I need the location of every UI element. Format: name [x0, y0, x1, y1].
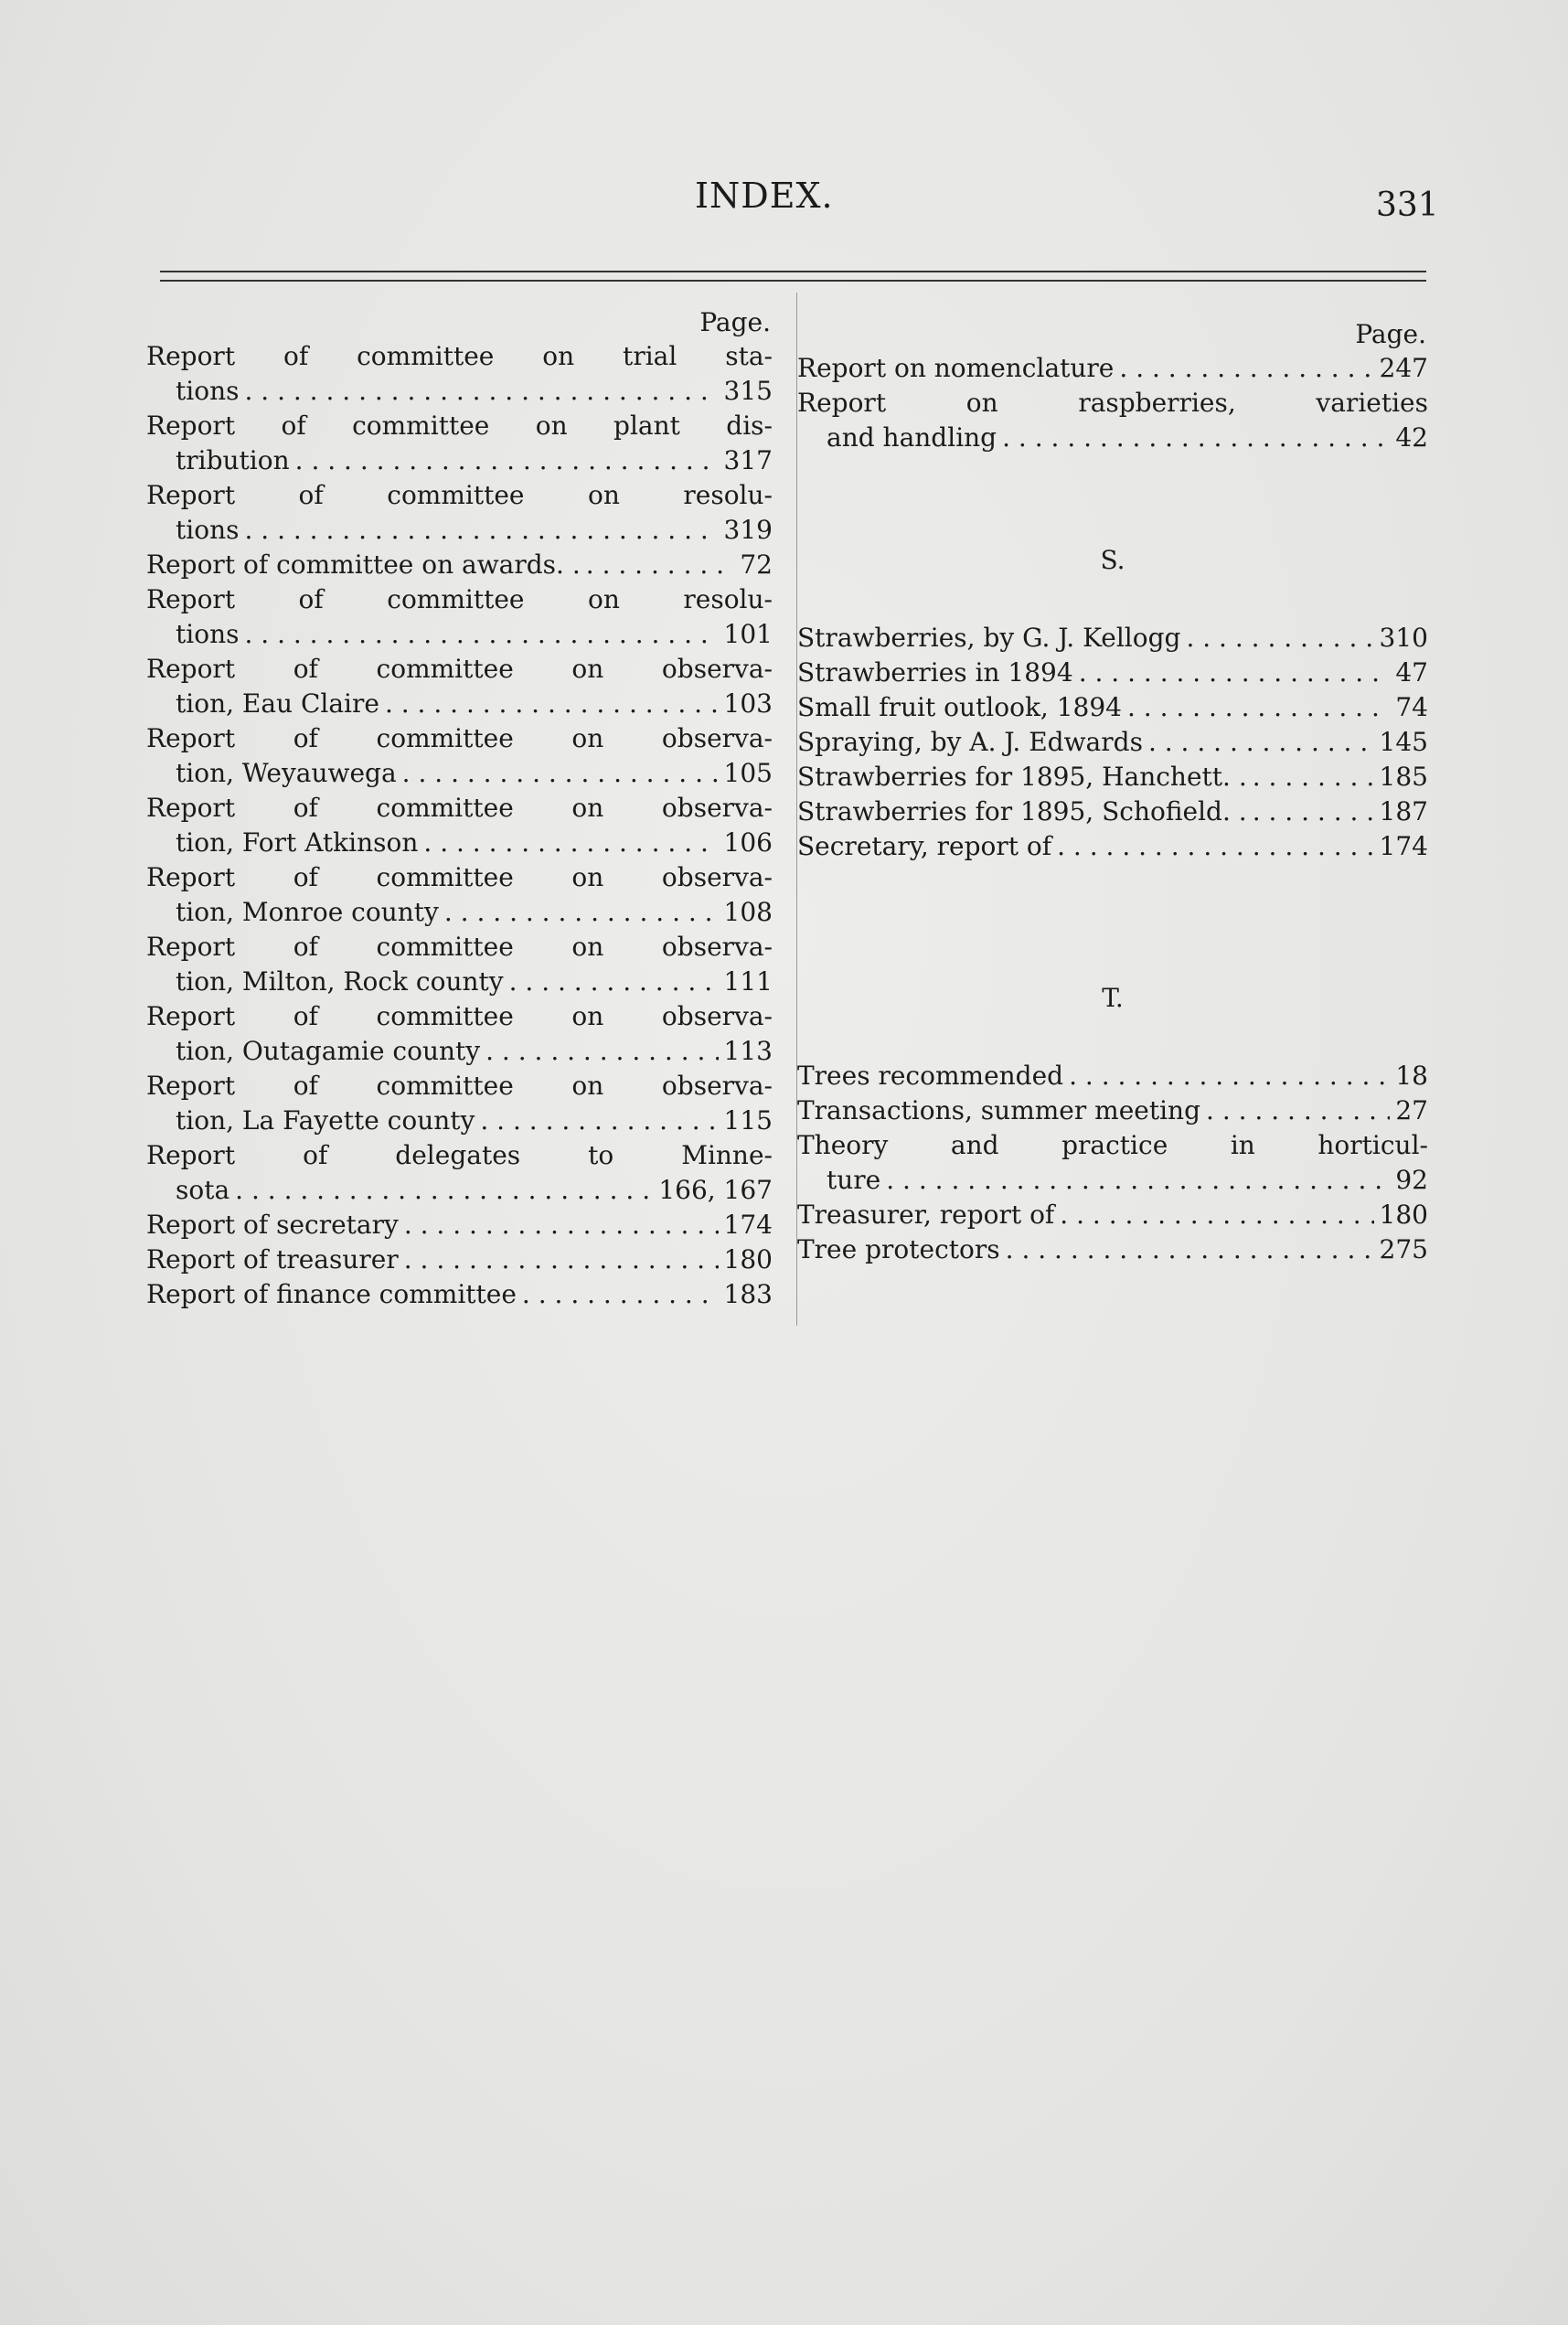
dot-leader	[522, 1277, 719, 1312]
entry-text: Report of secretary	[146, 1210, 399, 1240]
entry-page-number: 42	[1395, 422, 1428, 453]
entry-text: Report of committee on resolu-	[146, 480, 773, 510]
entry-text: Report on raspberries, varieties	[797, 388, 1428, 418]
entry-last-line	[797, 1093, 1428, 1128]
entry-line	[146, 860, 773, 895]
index-entry	[797, 351, 1428, 386]
index-entry	[146, 1138, 773, 1208]
dot-leader	[1079, 656, 1391, 690]
header-rule-lower	[160, 280, 1426, 282]
entry-page-number: 103	[723, 688, 773, 719]
entry-page-number: 180	[723, 1244, 773, 1274]
entry-last-line	[797, 1198, 1428, 1232]
entry-line	[146, 999, 773, 1034]
entry-line	[146, 1069, 773, 1104]
entry-line	[146, 339, 773, 374]
entry-line	[797, 1128, 1428, 1163]
entry-last-line	[797, 351, 1428, 386]
entry-last-line	[146, 756, 773, 791]
entry-line	[146, 409, 773, 443]
entry-page-number: 185	[1379, 762, 1428, 792]
dot-leader	[1119, 351, 1373, 386]
left-column	[146, 307, 773, 1312]
dot-leader	[1148, 725, 1374, 760]
entry-page-number: 166, 167	[658, 1175, 773, 1205]
dot-leader	[402, 756, 719, 791]
entry-last-line	[146, 687, 773, 721]
index-entry	[146, 721, 773, 791]
index-entry	[797, 656, 1428, 690]
entry-text: Small fruit outlook, 1894	[797, 692, 1122, 722]
entry-page-number: 315	[723, 376, 773, 406]
index-entry	[146, 930, 773, 999]
entry-text: Strawberries for 1895, Schofield. .	[797, 796, 1247, 827]
entry-text: ture	[827, 1165, 881, 1195]
section-letter-s: S.	[1100, 545, 1125, 575]
dot-leader	[1206, 1093, 1390, 1128]
page-column-label: Page.	[1355, 319, 1426, 349]
entry-page-number: 319	[723, 515, 773, 545]
entry-text: Report on nomenclature	[797, 353, 1115, 383]
header-rule	[160, 271, 1426, 272]
entry-last-line	[797, 1232, 1428, 1267]
dot-leader	[886, 1163, 1390, 1198]
entry-text: Report of committee on observa-	[146, 654, 773, 684]
index-entry	[146, 478, 773, 548]
dot-leader	[1069, 1059, 1390, 1093]
entry-last-line	[797, 621, 1428, 656]
entry-page-number: 115	[723, 1105, 773, 1136]
entry-page-number: 72	[740, 549, 773, 580]
entry-line	[146, 930, 773, 965]
entry-page-number: 317	[723, 445, 773, 475]
entry-last-line	[797, 656, 1428, 690]
entry-page-number: 108	[723, 897, 773, 927]
dot-leader	[509, 965, 719, 999]
right-top-entries	[797, 351, 1428, 455]
entry-page-number: 310	[1379, 623, 1428, 653]
index-entry	[146, 548, 773, 582]
entry-last-line	[797, 1163, 1428, 1198]
entry-text: Report of treasurer	[146, 1244, 399, 1274]
dot-leader	[480, 1104, 718, 1138]
index-entry	[797, 829, 1428, 864]
index-entry	[146, 1242, 773, 1277]
entry-text: Report of committee on observa-	[146, 1001, 773, 1031]
entry-page-number: 27	[1395, 1095, 1428, 1125]
entry-text: Report of delegates to Minne-	[146, 1140, 773, 1170]
entry-text: Report of committee on awards. .	[146, 549, 581, 580]
section-letter-t: T.	[1102, 983, 1124, 1013]
dot-leader	[586, 548, 735, 582]
entry-text: tion, Outagamie county	[176, 1036, 481, 1066]
entry-page-number: 18	[1395, 1061, 1428, 1091]
entry-page-number: 180	[1379, 1200, 1428, 1230]
index-entry	[797, 1059, 1428, 1093]
entry-page-number: 247	[1379, 353, 1428, 383]
entry-last-line	[797, 760, 1428, 795]
index-entry	[146, 582, 773, 652]
index-entry	[797, 795, 1428, 829]
entry-line	[797, 386, 1428, 421]
index-entry	[146, 409, 773, 478]
entry-line	[146, 478, 773, 513]
dot-leader	[1253, 760, 1374, 795]
dot-leader	[404, 1208, 719, 1242]
entry-text: Report of committee on resolu-	[146, 584, 773, 614]
entry-page-number: 183	[723, 1279, 773, 1309]
index-entry	[146, 860, 773, 930]
dot-leader	[1060, 1198, 1373, 1232]
entry-last-line	[146, 895, 773, 930]
entry-page-number: 174	[1379, 831, 1428, 861]
index-entry	[797, 621, 1428, 656]
entry-page-number: 187	[1379, 796, 1428, 827]
index-entry	[797, 386, 1428, 455]
index-entry	[146, 652, 773, 721]
entry-last-line	[146, 374, 773, 409]
entry-text: Secretary, report of	[797, 831, 1052, 861]
entry-last-line	[146, 617, 773, 652]
entry-text: Report of committee on observa-	[146, 793, 773, 823]
entry-text: Report of committee on observa-	[146, 1071, 773, 1101]
dot-leader	[423, 826, 718, 860]
entry-page-number: 74	[1395, 692, 1428, 722]
index-entry	[797, 1093, 1428, 1128]
entry-last-line	[146, 1104, 773, 1138]
entry-last-line	[146, 1208, 773, 1242]
entry-page-number: 105	[723, 758, 773, 788]
entry-last-line	[797, 421, 1428, 455]
dot-leader	[244, 617, 718, 652]
entry-text: tions	[176, 515, 240, 545]
entry-line	[146, 791, 773, 826]
entry-text: Treasurer, report of	[797, 1200, 1055, 1230]
dot-leader	[244, 374, 718, 409]
entry-text: Spraying, by A. J. Edwards	[797, 727, 1143, 757]
entry-text: tion, La Fayette county	[176, 1105, 475, 1136]
entry-page-number: 113	[723, 1036, 773, 1066]
entry-text: tion, Weyauwega	[176, 758, 397, 788]
entry-last-line	[146, 1277, 773, 1312]
entry-last-line	[797, 690, 1428, 725]
entry-text: Report of finance committee	[146, 1279, 517, 1309]
entry-text: Report of committee on observa-	[146, 932, 773, 962]
dot-leader	[295, 443, 719, 478]
entry-text: Theory and practice in horticul-	[797, 1130, 1428, 1160]
entry-line	[146, 582, 773, 617]
index-entry	[797, 1232, 1428, 1267]
index-entry	[146, 1277, 773, 1312]
index-entry	[797, 1198, 1428, 1232]
entry-text: tions	[176, 376, 240, 406]
dot-leader	[244, 513, 718, 548]
entry-line	[146, 1138, 773, 1173]
section-s-entries	[797, 621, 1428, 864]
right-column	[797, 319, 1428, 1267]
entry-last-line	[146, 1242, 773, 1277]
entry-page-number: 47	[1395, 657, 1428, 688]
entry-text: tion, Monroe county	[176, 897, 439, 927]
entry-line	[146, 652, 773, 687]
index-entry	[797, 760, 1428, 795]
entry-page-number: 145	[1379, 727, 1428, 757]
entry-text: Strawberries for 1895, Hanchett. .	[797, 762, 1247, 792]
index-entry	[146, 1208, 773, 1242]
page-title: INDEX.	[695, 176, 834, 216]
dot-leader	[1057, 829, 1373, 864]
entry-last-line	[146, 443, 773, 478]
entry-last-line	[797, 829, 1428, 864]
index-entry	[797, 690, 1428, 725]
index-entry	[146, 339, 773, 409]
dot-leader	[444, 895, 719, 930]
entry-text: Transactions, summer meeting	[797, 1095, 1201, 1125]
entry-text: Strawberries in 1894	[797, 657, 1073, 688]
dot-leader	[235, 1173, 653, 1208]
entry-last-line	[146, 1173, 773, 1208]
entry-last-line	[146, 965, 773, 999]
entry-text: tion, Fort Atkinson	[176, 827, 419, 858]
page-column-label: Page.	[699, 307, 771, 337]
entry-text: tribution	[176, 445, 290, 475]
entry-page-number: 92	[1395, 1165, 1428, 1195]
dot-leader	[1006, 1232, 1374, 1267]
dot-leader	[1002, 421, 1390, 455]
entry-text: tion, Milton, Rock county	[176, 966, 504, 997]
dot-leader	[404, 1242, 719, 1277]
entry-text: Report of committee on observa-	[146, 862, 773, 892]
entry-last-line	[797, 725, 1428, 760]
index-entry	[797, 1128, 1428, 1198]
entry-text: Tree protectors	[797, 1234, 1000, 1264]
entry-page-number: 106	[723, 827, 773, 858]
page-number: 331	[1376, 187, 1439, 224]
entry-last-line	[146, 826, 773, 860]
entry-last-line	[797, 1059, 1428, 1093]
dot-leader	[385, 687, 719, 721]
entry-text: Report of committee on plant dis-	[146, 411, 773, 441]
dot-leader	[1253, 795, 1374, 829]
section-t-entries	[797, 1059, 1428, 1267]
entry-text: Strawberries, by G. J. Kellogg	[797, 623, 1181, 653]
index-entry	[797, 725, 1428, 760]
dot-leader	[1127, 690, 1390, 725]
entry-page-number: 275	[1379, 1234, 1428, 1264]
entry-text: Trees recommended	[797, 1061, 1064, 1091]
entry-page-number: 174	[723, 1210, 773, 1240]
entry-text: tion, Eau Claire	[176, 688, 379, 719]
index-entry	[146, 1069, 773, 1138]
entry-page-number: 101	[723, 619, 773, 649]
entry-page-number: 111	[723, 966, 773, 997]
entry-text: and handling	[827, 422, 997, 453]
index-entry	[146, 999, 773, 1069]
entry-line	[146, 721, 773, 756]
dot-leader	[1186, 621, 1373, 656]
entry-text: sota	[176, 1175, 230, 1205]
entry-last-line	[146, 1034, 773, 1069]
left-entries	[146, 339, 773, 1312]
index-entry	[146, 791, 773, 860]
entry-text: tions	[176, 619, 240, 649]
entry-text: Report of committee on trial sta-	[146, 341, 773, 371]
entry-last-line	[146, 548, 773, 582]
dot-leader	[485, 1034, 718, 1069]
entry-last-line	[797, 795, 1428, 829]
entry-text: Report of committee on observa-	[146, 723, 773, 753]
entry-last-line	[146, 513, 773, 548]
